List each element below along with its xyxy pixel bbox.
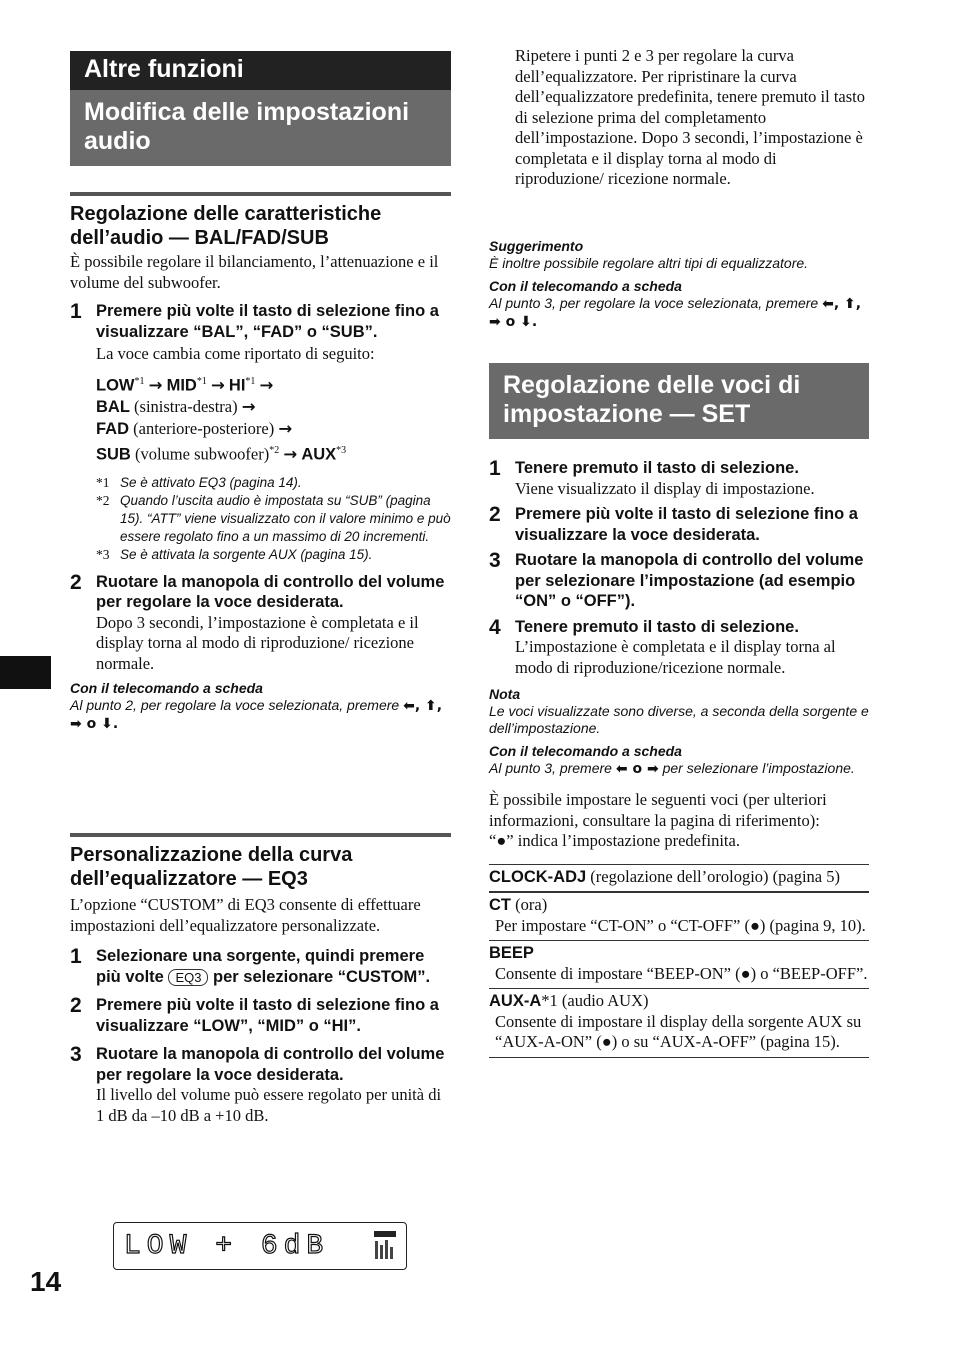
arrow-icon: → xyxy=(210,375,225,394)
step-desc: Il livello del volume può essere regolato per unità di 1 dB da –10 dB a +10 dB. xyxy=(96,1085,442,1125)
seq-bal: BAL xyxy=(96,398,130,416)
remote-text-b: per selezionare l’impostazione. xyxy=(662,760,855,776)
step-title: Premere più volte il tasto di selezione fino a visualizzare “LOW”, “MID” o “HI”. xyxy=(96,996,439,1035)
bal-step-1 xyxy=(70,301,451,564)
seq-hi: HI xyxy=(228,376,246,394)
row-desc: Consente di impostare il display della sorgente AUX su “AUX-A-ON” (●) o su “AUX-A-OFF” (pagina 15). xyxy=(495,1011,862,1051)
section-header-audio: Modifica delle impostazioni audio xyxy=(70,90,451,166)
arrow-icon: → xyxy=(148,375,163,394)
set-step-4 xyxy=(489,617,869,679)
nota-note xyxy=(489,686,869,778)
step-number: 4 xyxy=(489,615,501,639)
bal-section xyxy=(70,192,451,733)
row-label xyxy=(489,895,869,916)
row-key: CT xyxy=(489,896,511,914)
fn-mark: *3 xyxy=(336,445,347,456)
step-title: Tenere premuto il tasto di selezione. xyxy=(515,459,799,477)
seq-mid: MID xyxy=(166,376,197,394)
table-row xyxy=(489,864,869,892)
arrow-icon: → xyxy=(278,419,293,438)
footnote-text: Quando l’uscita audio è impostata su “SUB” (pagina 15). “ATT” viene visualizzato con il valore minimo e può essere regolato fino a un massimo di 20 incrementi. xyxy=(120,492,451,544)
eq3-key-icon: EQ3 xyxy=(168,969,208,986)
seq-note: (sinistra-destra) xyxy=(134,397,238,416)
remote-text xyxy=(489,760,869,778)
fn-mark: *2 xyxy=(269,445,280,456)
fn-mark: *1 xyxy=(245,375,256,387)
set-step-3 xyxy=(489,550,869,612)
row-key: CLOCK-ADJ xyxy=(489,867,587,886)
seq-low: LOW xyxy=(96,376,135,394)
nota-heading: Nota xyxy=(489,686,521,702)
seq-sub: SUB xyxy=(96,445,131,464)
footnotes xyxy=(96,474,451,564)
row-note: (regolazione dell’orologio) (pagina 5) xyxy=(590,866,840,886)
settings-table xyxy=(489,864,869,1058)
side-thumb-tab xyxy=(0,656,51,689)
set-step-2 xyxy=(489,504,869,545)
bal-step-2 xyxy=(70,572,451,675)
step-title-b: per selezionare “CUSTOM”. xyxy=(213,967,431,986)
arrow-icon: → xyxy=(283,444,298,464)
step-title: Ruotare la manopola di controllo del volume per regolare la voce desiderata. xyxy=(96,572,445,611)
set-intro: È possibile impostare le seguenti voci (per ulteriori informazioni, consultare la pagina di riferimento): xyxy=(489,790,827,830)
seq-note: (anteriore-posteriore) xyxy=(133,419,275,438)
arrow-keys-icon: ⬅ o ➡ xyxy=(615,761,659,777)
remote-text xyxy=(70,697,451,733)
set-step-1 xyxy=(489,458,869,499)
arrow-icon: → xyxy=(259,375,274,394)
eq-bars-icon xyxy=(372,1231,398,1261)
seq-fad: FAD xyxy=(96,420,129,438)
step-number: 1 xyxy=(70,945,82,968)
step-title-a: Selezionare una sorgente, quindi premere più volte xyxy=(96,947,425,986)
arrow-keys-icon: ⬅, ⬆, ➡ o ⬇. xyxy=(489,296,862,330)
bal-intro: È possibile regolare il bilanciamento, l’attenuazione e il volume del subwoofer. xyxy=(70,252,439,292)
step-number: 1 xyxy=(489,457,501,480)
step-number: 2 xyxy=(70,994,82,1017)
row-label xyxy=(489,991,869,1012)
remote-text xyxy=(489,295,869,331)
remote-heading: Con il telecomando a scheda xyxy=(489,743,682,759)
row-label xyxy=(489,943,869,964)
set-section xyxy=(489,452,869,1058)
tip-heading: Suggerimento xyxy=(489,238,584,254)
remote-heading: Con il telecomando a scheda xyxy=(70,680,263,696)
table-row xyxy=(489,940,869,988)
sequence xyxy=(96,371,451,466)
remote-text-a: Al punto 3, premere xyxy=(489,760,612,776)
row-note: *1 (audio AUX) xyxy=(541,991,649,1010)
remote-text-body: Al punto 2, per regolare la voce selezionata, premere xyxy=(70,697,400,713)
footnote-text: Se è attivato EQ3 (pagina 14). xyxy=(120,474,302,490)
step-title: Ruotare la manopola di controllo del volume per selezionare l’impostazione (ad esempio “ON” o “OFF”). xyxy=(515,551,864,610)
section-header-set: Regolazione delle voci di impostazione — SET xyxy=(489,363,869,439)
step-title: Ruotare la manopola di controllo del volume per regolare la voce desiderata. xyxy=(96,1045,445,1084)
eq3-step-3 xyxy=(70,1044,451,1126)
fn-mark: *1 xyxy=(196,375,207,387)
step-number: 2 xyxy=(70,570,82,594)
footnote-mark: *2 xyxy=(96,492,110,508)
row-key: BEEP xyxy=(489,944,534,962)
step-title: Premere più volte il tasto di selezione fino a visualizzare “BAL”, “FAD” o “SUB”. xyxy=(96,302,439,341)
step-desc: Viene visualizzato il display di impostazione. xyxy=(515,478,815,498)
footnote-mark: *3 xyxy=(96,546,110,562)
bal-title: Regolazione delle caratteristiche dell’audio — BAL/FAD/SUB xyxy=(70,192,451,250)
row-note: (ora) xyxy=(515,895,548,914)
tip-text: È inoltre possibile regolare altri tipi di equalizzatore. xyxy=(489,255,809,271)
arrow-keys-icon: ⬅, ⬆, ➡ o ⬇. xyxy=(70,698,443,732)
footnote xyxy=(96,546,451,564)
table-row xyxy=(489,891,869,940)
eq3-section xyxy=(70,833,451,1126)
lcd-text: LOW + 6dB xyxy=(124,1231,330,1262)
step-number: 3 xyxy=(70,1043,82,1066)
row-desc: Per impostare “CT-ON” o “CT-OFF” (●) (pagina 9, 10). xyxy=(495,915,866,935)
seq-aux: AUX xyxy=(301,445,337,464)
chapter-header: Altre funzioni xyxy=(70,51,451,90)
nota-text: Le voci visualizzate sono diverse, a seconda della sorgente e dell’impostazione. xyxy=(489,703,869,736)
step-title: Tenere premuto il tasto di selezione. xyxy=(515,617,799,636)
step-desc: Dopo 3 secondi, l’impostazione è completata e il display torna al modo di riproduzione/ ricezione normale. xyxy=(96,612,419,673)
eq3-step-2 xyxy=(70,995,451,1036)
step-desc: L’impostazione è completata e il display torna al modo di riproduzione/ricezione normale. xyxy=(515,637,836,677)
fn-mark: *1 xyxy=(134,375,145,387)
footnote-mark: *1 xyxy=(96,474,110,490)
step-number: 1 xyxy=(70,300,82,323)
lcd-display xyxy=(113,1222,407,1270)
row-desc: Consente di impostare “BEEP-ON” (●) o “BEEP-OFF”. xyxy=(495,963,868,983)
seq-note: (volume subwoofer) xyxy=(134,444,270,464)
footnote xyxy=(96,492,451,546)
page-number: 14 xyxy=(30,1266,62,1297)
remote-text-body: Al punto 3, per regolare la voce selezionata, premere xyxy=(489,295,819,311)
table-row xyxy=(489,988,869,1057)
row-label xyxy=(489,867,869,888)
arrow-icon: → xyxy=(241,397,256,416)
step-title: Premere più volte il tasto di selezione fino a visualizzare la voce desiderata. xyxy=(515,505,858,544)
footnote xyxy=(96,474,451,492)
step-desc: La voce cambia come riportato di seguito: xyxy=(96,344,375,363)
step-number: 3 xyxy=(489,549,501,572)
step-number: 2 xyxy=(489,503,501,526)
footnote-text: Se è attivata la sorgente AUX (pagina 15). xyxy=(120,546,373,562)
eq3-step-1 xyxy=(70,946,451,987)
default-note: “●” indica l’impostazione predefinita. xyxy=(489,831,740,850)
row-key: AUX-A xyxy=(489,992,542,1010)
step-title xyxy=(96,946,451,987)
tip-note xyxy=(489,238,869,331)
eq3-step3-continued: Ripetere i punti 2 e 3 per regolare la curva dell’equalizzatore. Per ripristinare la curva dell’equalizzatore predefinita, tenere premuto il tasto di selezione prima del completamento dell’impostazione. Dopo 3 secondi, l’impostazione è completata e il display torna al modo di riproduzione/ ricezione normale. xyxy=(515,46,866,188)
eq3-title: Personalizzazione della curva dell’equalizzatore — EQ3 xyxy=(70,833,451,891)
remote-heading: Con il telecomando a scheda xyxy=(489,278,682,294)
eq3-intro: L’opzione “CUSTOM” di EQ3 consente di effettuare impostazioni dell’equalizzatore personalizzate. xyxy=(70,895,421,935)
remote-note xyxy=(70,680,451,733)
